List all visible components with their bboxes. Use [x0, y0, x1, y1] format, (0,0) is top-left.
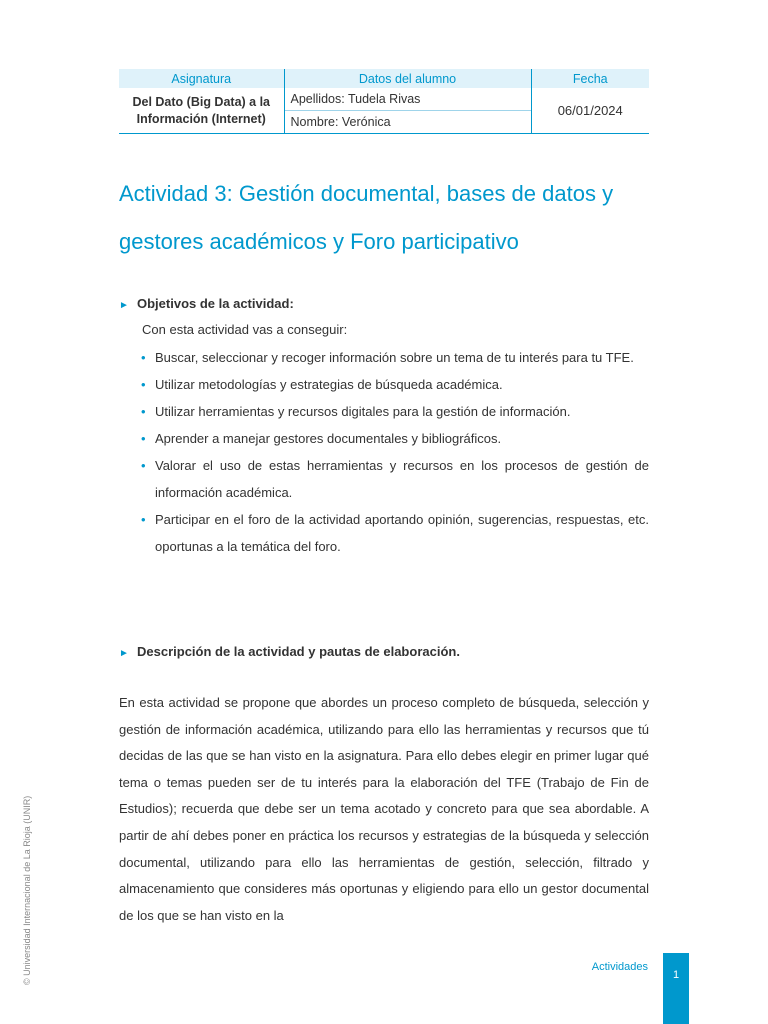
list-item-text: Participar en el foro de la actividad aportando opinión, sugerencias, respuestas, etc. oportunas a la temática del foro.: [155, 512, 649, 554]
title-line-2: gestores académicos y Foro participativo: [119, 229, 519, 254]
bullet-dot-icon: •: [141, 377, 146, 392]
objectives-list: [137, 344, 649, 560]
subject-line-1: Del Dato (Big Data) a la: [132, 94, 271, 109]
list-item-text: Utilizar herramientas y recursos digitales para la gestión de información.: [155, 404, 571, 419]
title-line-1: Actividad 3: Gestión documental, bases de datos y: [119, 181, 614, 206]
bullet-dot-icon: •: [141, 512, 146, 527]
list-item-text: Utilizar metodologías y estrategias de búsqueda académica.: [155, 377, 503, 392]
subject-line-2: Información (Internet): [136, 111, 266, 126]
list-item: [137, 506, 649, 560]
student-name: Nombre: Verónica: [285, 110, 531, 133]
bullet-dot-icon: •: [141, 350, 146, 365]
footer-section-label: Actividades: [591, 961, 648, 973]
list-item-text: Valorar el uso de estas herramientas y recursos en los procesos de gestión de información académica.: [155, 458, 649, 500]
list-item: [137, 425, 649, 452]
objectives-heading-text: Objetivos de la actividad:: [137, 296, 294, 311]
header-date-label: Fecha: [531, 69, 649, 88]
objectives-intro: Con esta actividad vas a conseguir:: [142, 322, 348, 337]
copyright-note: © Universidad Internacional de La Rioja (UNIR): [22, 795, 32, 985]
list-item: [137, 344, 649, 371]
bullet-dot-icon: •: [141, 431, 146, 446]
page-title: [119, 170, 659, 266]
list-item-text: Aprender a manejar gestores documentales y bibliográficos.: [155, 431, 502, 446]
bullet-dot-icon: •: [141, 404, 146, 419]
subject-name: [119, 88, 284, 134]
description-paragraph: En esta actividad se propone que abordes un proceso completo de búsqueda, selección y gestión de información académica, utilizando para ello las herramientas y recursos que tú decidas de las que se han visto en la asignatura. Para ello debes elegir en primer lugar qué tema o temas pueden ser de tu interés para la elaboración del TFE (Trabajo de Fin de Estudios); recuerda que debe ser un tema acotado y concreto para que sea abordable. A partir de ahí debes poner en práctica los recursos y estrategias de la búsqueda y selección documental, utilizando para ello las herramientas de gestión, selección, filtrado y almacenamiento que consideres más oportunas y eligiendo para ello un gestor documental de los que se han visto en la: [119, 695, 649, 923]
description-heading: [119, 643, 460, 662]
page-number-tab: [663, 953, 689, 1024]
header-student-label: Datos del alumno: [284, 69, 531, 88]
list-item: [137, 452, 649, 506]
submission-date: 06/01/2024: [531, 88, 649, 134]
page-number: 1: [672, 969, 680, 981]
list-item: [137, 371, 649, 398]
triangle-bullet-icon: ►: [119, 300, 129, 311]
header-subject-label: Asignatura: [119, 69, 284, 88]
header-table: [119, 69, 649, 134]
description-heading-text: Descripción de la actividad y pautas de elaboración.: [137, 644, 460, 659]
objectives-heading: [119, 295, 294, 314]
bullet-dot-icon: •: [141, 458, 146, 473]
list-item-text: Buscar, seleccionar y recoger información sobre un tema de tu interés para tu TFE.: [155, 350, 634, 365]
list-item: [137, 398, 649, 425]
student-data: [284, 88, 531, 134]
student-surnames: Apellidos: Tudela Rivas: [290, 92, 421, 106]
triangle-bullet-icon: ►: [119, 648, 129, 659]
